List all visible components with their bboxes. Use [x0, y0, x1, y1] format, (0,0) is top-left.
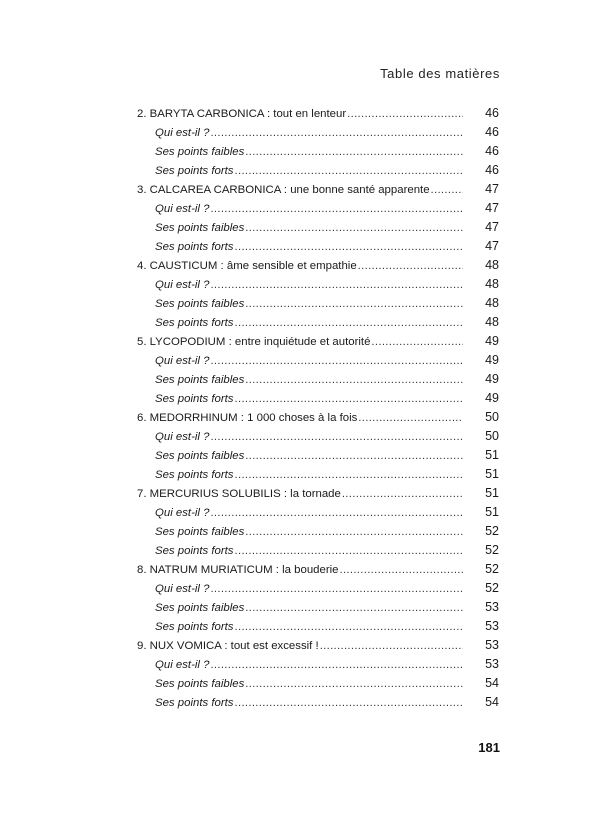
toc-subentry [137, 503, 499, 522]
toc-entry [137, 180, 499, 199]
toc-entry-text: Ses points forts [155, 165, 234, 177]
toc-entry-text: Qui est-il ? [155, 279, 210, 291]
toc-entry-text: Ses points faibles [155, 222, 245, 234]
dot-leader [431, 181, 463, 200]
dot-leader [210, 352, 463, 371]
toc-page-number: 54 [485, 695, 499, 709]
toc-page-number: 53 [485, 638, 499, 652]
toc-page-number: 46 [485, 163, 499, 177]
toc-subentry [137, 370, 499, 389]
page-number: 181 [478, 740, 500, 755]
toc-page-number: 46 [485, 125, 499, 139]
toc-page-number: 53 [485, 657, 499, 671]
toc-subentry [137, 123, 499, 142]
dot-leader [235, 542, 463, 561]
dot-leader [235, 618, 463, 637]
toc-subentry [137, 522, 499, 541]
dot-leader [235, 162, 463, 181]
toc-page-number: 49 [485, 334, 499, 348]
dot-leader [210, 276, 463, 295]
dot-leader [339, 561, 463, 580]
dot-leader [235, 238, 463, 257]
toc-entry-text: Qui est-il ? [155, 203, 210, 215]
dot-leader [245, 143, 463, 162]
dot-leader [245, 371, 463, 390]
toc-page-number: 52 [485, 543, 499, 557]
toc-page-number: 52 [485, 524, 499, 538]
toc-entry-text: Qui est-il ? [155, 431, 210, 443]
dot-leader [245, 295, 463, 314]
toc-page-number: 48 [485, 277, 499, 291]
toc-entry [137, 104, 499, 123]
toc-page-number: 46 [485, 144, 499, 158]
toc-subentry [137, 579, 499, 598]
toc-entry-text: Ses points faibles [155, 450, 245, 462]
toc-subentry [137, 199, 499, 218]
toc-entry-text: 9. NUX VOMICA : tout est excessif ! [137, 640, 319, 652]
toc-entry-text: Qui est-il ? [155, 583, 210, 595]
toc-entry [137, 256, 499, 275]
dot-leader [235, 314, 463, 333]
toc-page-number: 47 [485, 201, 499, 215]
dot-leader [210, 428, 463, 447]
toc-entry-text: Qui est-il ? [155, 507, 210, 519]
toc-page-number: 53 [485, 619, 499, 633]
dot-leader [342, 485, 463, 504]
toc-subentry [137, 541, 499, 560]
toc-page-number: 49 [485, 353, 499, 367]
dot-leader [320, 637, 463, 656]
dot-leader [210, 656, 463, 675]
toc-entry-text: Ses points faibles [155, 298, 245, 310]
toc-entry-text: 3. CALCAREA CARBONICA : une bonne santé apparente [137, 184, 430, 196]
dot-leader [235, 390, 463, 409]
dot-leader [245, 599, 463, 618]
dot-leader [347, 105, 463, 124]
dot-leader [210, 124, 463, 143]
toc-subentry [137, 655, 499, 674]
toc-entry-text: 7. MERCURIUS SOLUBILIS : la tornade [137, 488, 341, 500]
toc-entry-text: 2. BARYTA CARBONICA : tout en lenteur [137, 108, 347, 120]
table-of-contents [137, 104, 499, 712]
toc-page-number: 48 [485, 258, 499, 272]
toc-page-number: 51 [485, 505, 499, 519]
toc-entry-text: Ses points forts [155, 621, 234, 633]
toc-entry-text: Ses points faibles [155, 526, 245, 538]
dot-leader [245, 447, 463, 466]
dot-leader [245, 523, 463, 542]
dot-leader [210, 580, 463, 599]
toc-entry-text: Ses points faibles [155, 678, 245, 690]
toc-page-number: 50 [485, 429, 499, 443]
dot-leader [371, 333, 463, 352]
toc-subentry [137, 465, 499, 484]
toc-page-number: 51 [485, 467, 499, 481]
toc-subentry [137, 427, 499, 446]
toc-subentry [137, 275, 499, 294]
toc-page-number: 52 [485, 581, 499, 595]
toc-entry-text: Ses points forts [155, 697, 234, 709]
toc-page-number: 49 [485, 391, 499, 405]
toc-entry [137, 408, 499, 427]
dot-leader [358, 409, 463, 428]
toc-page-number: 54 [485, 676, 499, 690]
toc-subentry [137, 446, 499, 465]
toc-entry-text: Ses points forts [155, 545, 234, 557]
toc-subentry [137, 294, 499, 313]
toc-page-number: 48 [485, 296, 499, 310]
toc-subentry [137, 693, 499, 712]
toc-entry-text: 5. LYCOPODIUM : entre inquiétude et autorité [137, 336, 371, 348]
toc-page-number: 46 [485, 106, 499, 120]
toc-page-number: 50 [485, 410, 499, 424]
toc-entry-text: Ses points faibles [155, 602, 245, 614]
toc-entry-text: 6. MEDORRHINUM : 1 000 choses à la fois [137, 412, 358, 424]
toc-subentry [137, 142, 499, 161]
toc-subentry [137, 237, 499, 256]
toc-subentry [137, 313, 499, 332]
dot-leader [245, 675, 463, 694]
running-header: Table des matières [380, 66, 500, 81]
dot-leader [235, 466, 463, 485]
toc-page-number: 47 [485, 220, 499, 234]
toc-entry-text: Ses points faibles [155, 374, 245, 386]
toc-page-number: 53 [485, 600, 499, 614]
toc-entry-text: Qui est-il ? [155, 659, 210, 671]
toc-subentry [137, 218, 499, 237]
dot-leader [235, 694, 463, 713]
dot-leader [245, 219, 463, 238]
toc-page-number: 52 [485, 562, 499, 576]
dot-leader [358, 257, 463, 276]
toc-page-number: 47 [485, 239, 499, 253]
toc-entry [137, 560, 499, 579]
toc-subentry [137, 161, 499, 180]
toc-page-number: 51 [485, 486, 499, 500]
toc-page-number: 48 [485, 315, 499, 329]
toc-subentry [137, 598, 499, 617]
toc-entry-text: 4. CAUSTICUM : âme sensible et empathie [137, 260, 357, 272]
dot-leader [210, 200, 463, 219]
toc-entry-text: Ses points faibles [155, 146, 245, 158]
toc-entry-text: Ses points forts [155, 469, 234, 481]
toc-entry-text: Ses points forts [155, 241, 234, 253]
toc-subentry [137, 674, 499, 693]
toc-entry [137, 636, 499, 655]
toc-entry [137, 332, 499, 351]
toc-subentry [137, 617, 499, 636]
toc-page-number: 51 [485, 448, 499, 462]
toc-entry [137, 484, 499, 503]
toc-page-number: 47 [485, 182, 499, 196]
toc-entry-text: Ses points forts [155, 393, 234, 405]
toc-entry-text: Qui est-il ? [155, 355, 210, 367]
dot-leader [210, 504, 463, 523]
toc-page-number: 49 [485, 372, 499, 386]
toc-subentry [137, 351, 499, 370]
toc-entry-text: Qui est-il ? [155, 127, 210, 139]
toc-entry-text: 8. NATRUM MURIATICUM : la bouderie [137, 564, 339, 576]
toc-entry-text: Ses points forts [155, 317, 234, 329]
toc-subentry [137, 389, 499, 408]
